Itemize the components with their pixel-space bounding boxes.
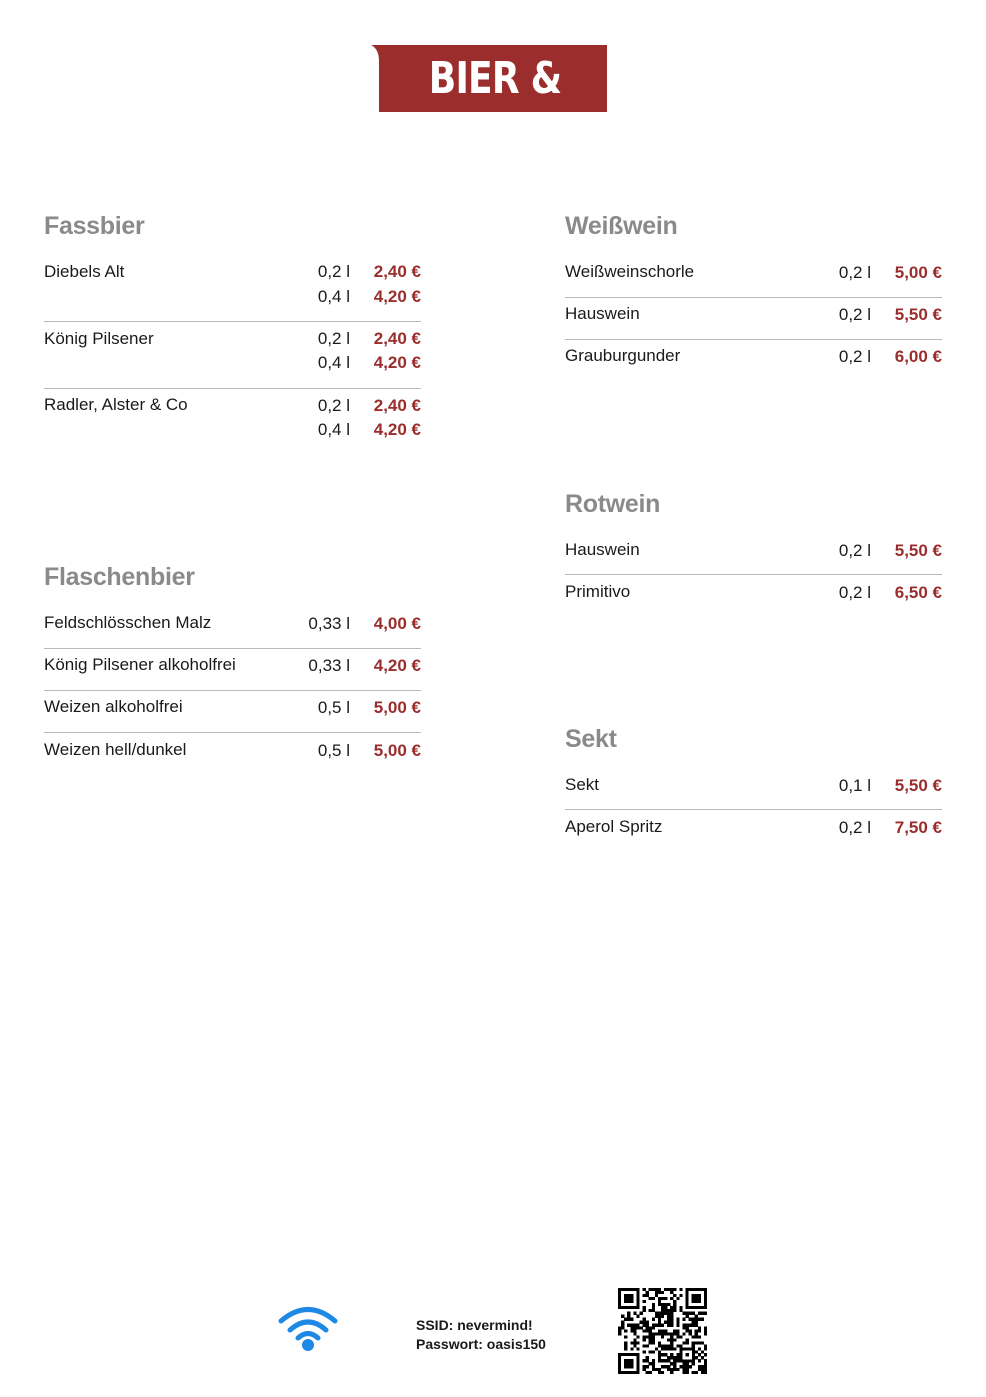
item-name: Weizen hell/dunkel [44,740,187,759]
item-name: Aperol Spritz [565,817,663,836]
item-size: 0,1 l [838,776,871,795]
item-price: 2,40 € [373,396,421,415]
list-item [565,262,942,298]
item-price: 2,40 € [373,329,421,348]
list-item [565,540,942,575]
item-price: 7,50 € [894,818,942,837]
item-size: 0,5 l [317,698,350,717]
item-price: 4,20 € [373,420,421,439]
item-name: Weißweinschorle [565,262,695,281]
item-name: König Pilsener alkoholfrei [44,655,236,674]
list-item [565,346,942,382]
section-title: Fassbier [44,212,145,240]
item-price: 5,50 € [894,541,942,560]
item-price: 5,00 € [373,698,421,717]
list-item [44,613,421,649]
item-size: 0,5 l [317,741,350,760]
qr-code-icon [618,1288,707,1374]
wifi-ssid: SSID: nevermind! [416,1317,533,1333]
header-banner [371,45,607,171]
list-item [44,329,421,389]
list-item [44,740,421,776]
item-price: 4,20 € [373,353,421,372]
item-price: 5,00 € [894,263,942,282]
list-item [565,817,942,853]
item-price: 5,50 € [894,305,942,324]
list-item [44,697,421,733]
list-item [44,395,421,455]
item-name: Weizen alkoholfrei [44,697,183,716]
item-size: 0,2 l [838,818,871,837]
wifi-credentials [416,1316,546,1354]
wifi-password: Passwort: oasis150 [416,1336,546,1352]
item-price: 6,50 € [894,583,942,602]
item-size: 0,2 l [838,583,871,602]
item-size: 0,2 l [317,396,350,415]
item-size: 0,33 l [308,614,350,633]
section-title: Flaschenbier [44,563,195,591]
item-price: 4,20 € [373,287,421,306]
page-title: BIER & WEIN [428,53,562,171]
section-title: Rotwein [565,490,661,518]
item-price: 5,00 € [373,741,421,760]
item-name: Radler, Alster & Co [44,395,188,414]
item-size: 0,4 l [317,353,350,372]
item-size: 0,2 l [838,541,871,560]
item-size: 0,2 l [838,305,871,324]
item-size: 0,2 l [838,347,871,366]
item-price: 4,00 € [373,614,421,633]
item-name: Hauswein [565,540,640,559]
item-size: 0,2 l [317,262,350,281]
item-price: 4,20 € [373,656,421,675]
list-item [44,262,421,322]
item-price: 6,00 € [894,347,942,366]
item-name: Primitivo [565,582,631,601]
section-title: Sekt [565,725,617,753]
item-size: 0,33 l [308,656,350,675]
item-size: 0,2 l [317,329,350,348]
item-name: Feldschlösschen Malz [44,613,212,632]
item-name: Grauburgunder [565,346,681,365]
wifi-icon [278,1304,338,1352]
item-price: 2,40 € [373,262,421,281]
item-size: 0,4 l [317,287,350,306]
list-item [565,304,942,340]
item-price: 5,50 € [894,776,942,795]
item-size: 0,4 l [317,420,350,439]
list-item [565,775,942,810]
list-item [44,655,421,691]
item-size: 0,2 l [838,263,871,282]
item-name: König Pilsener [44,329,154,348]
section-title: Weißwein [565,212,678,240]
list-item [565,582,942,618]
item-name: Diebels Alt [44,262,125,281]
item-name: Sekt [565,775,600,794]
item-name: Hauswein [565,304,640,323]
